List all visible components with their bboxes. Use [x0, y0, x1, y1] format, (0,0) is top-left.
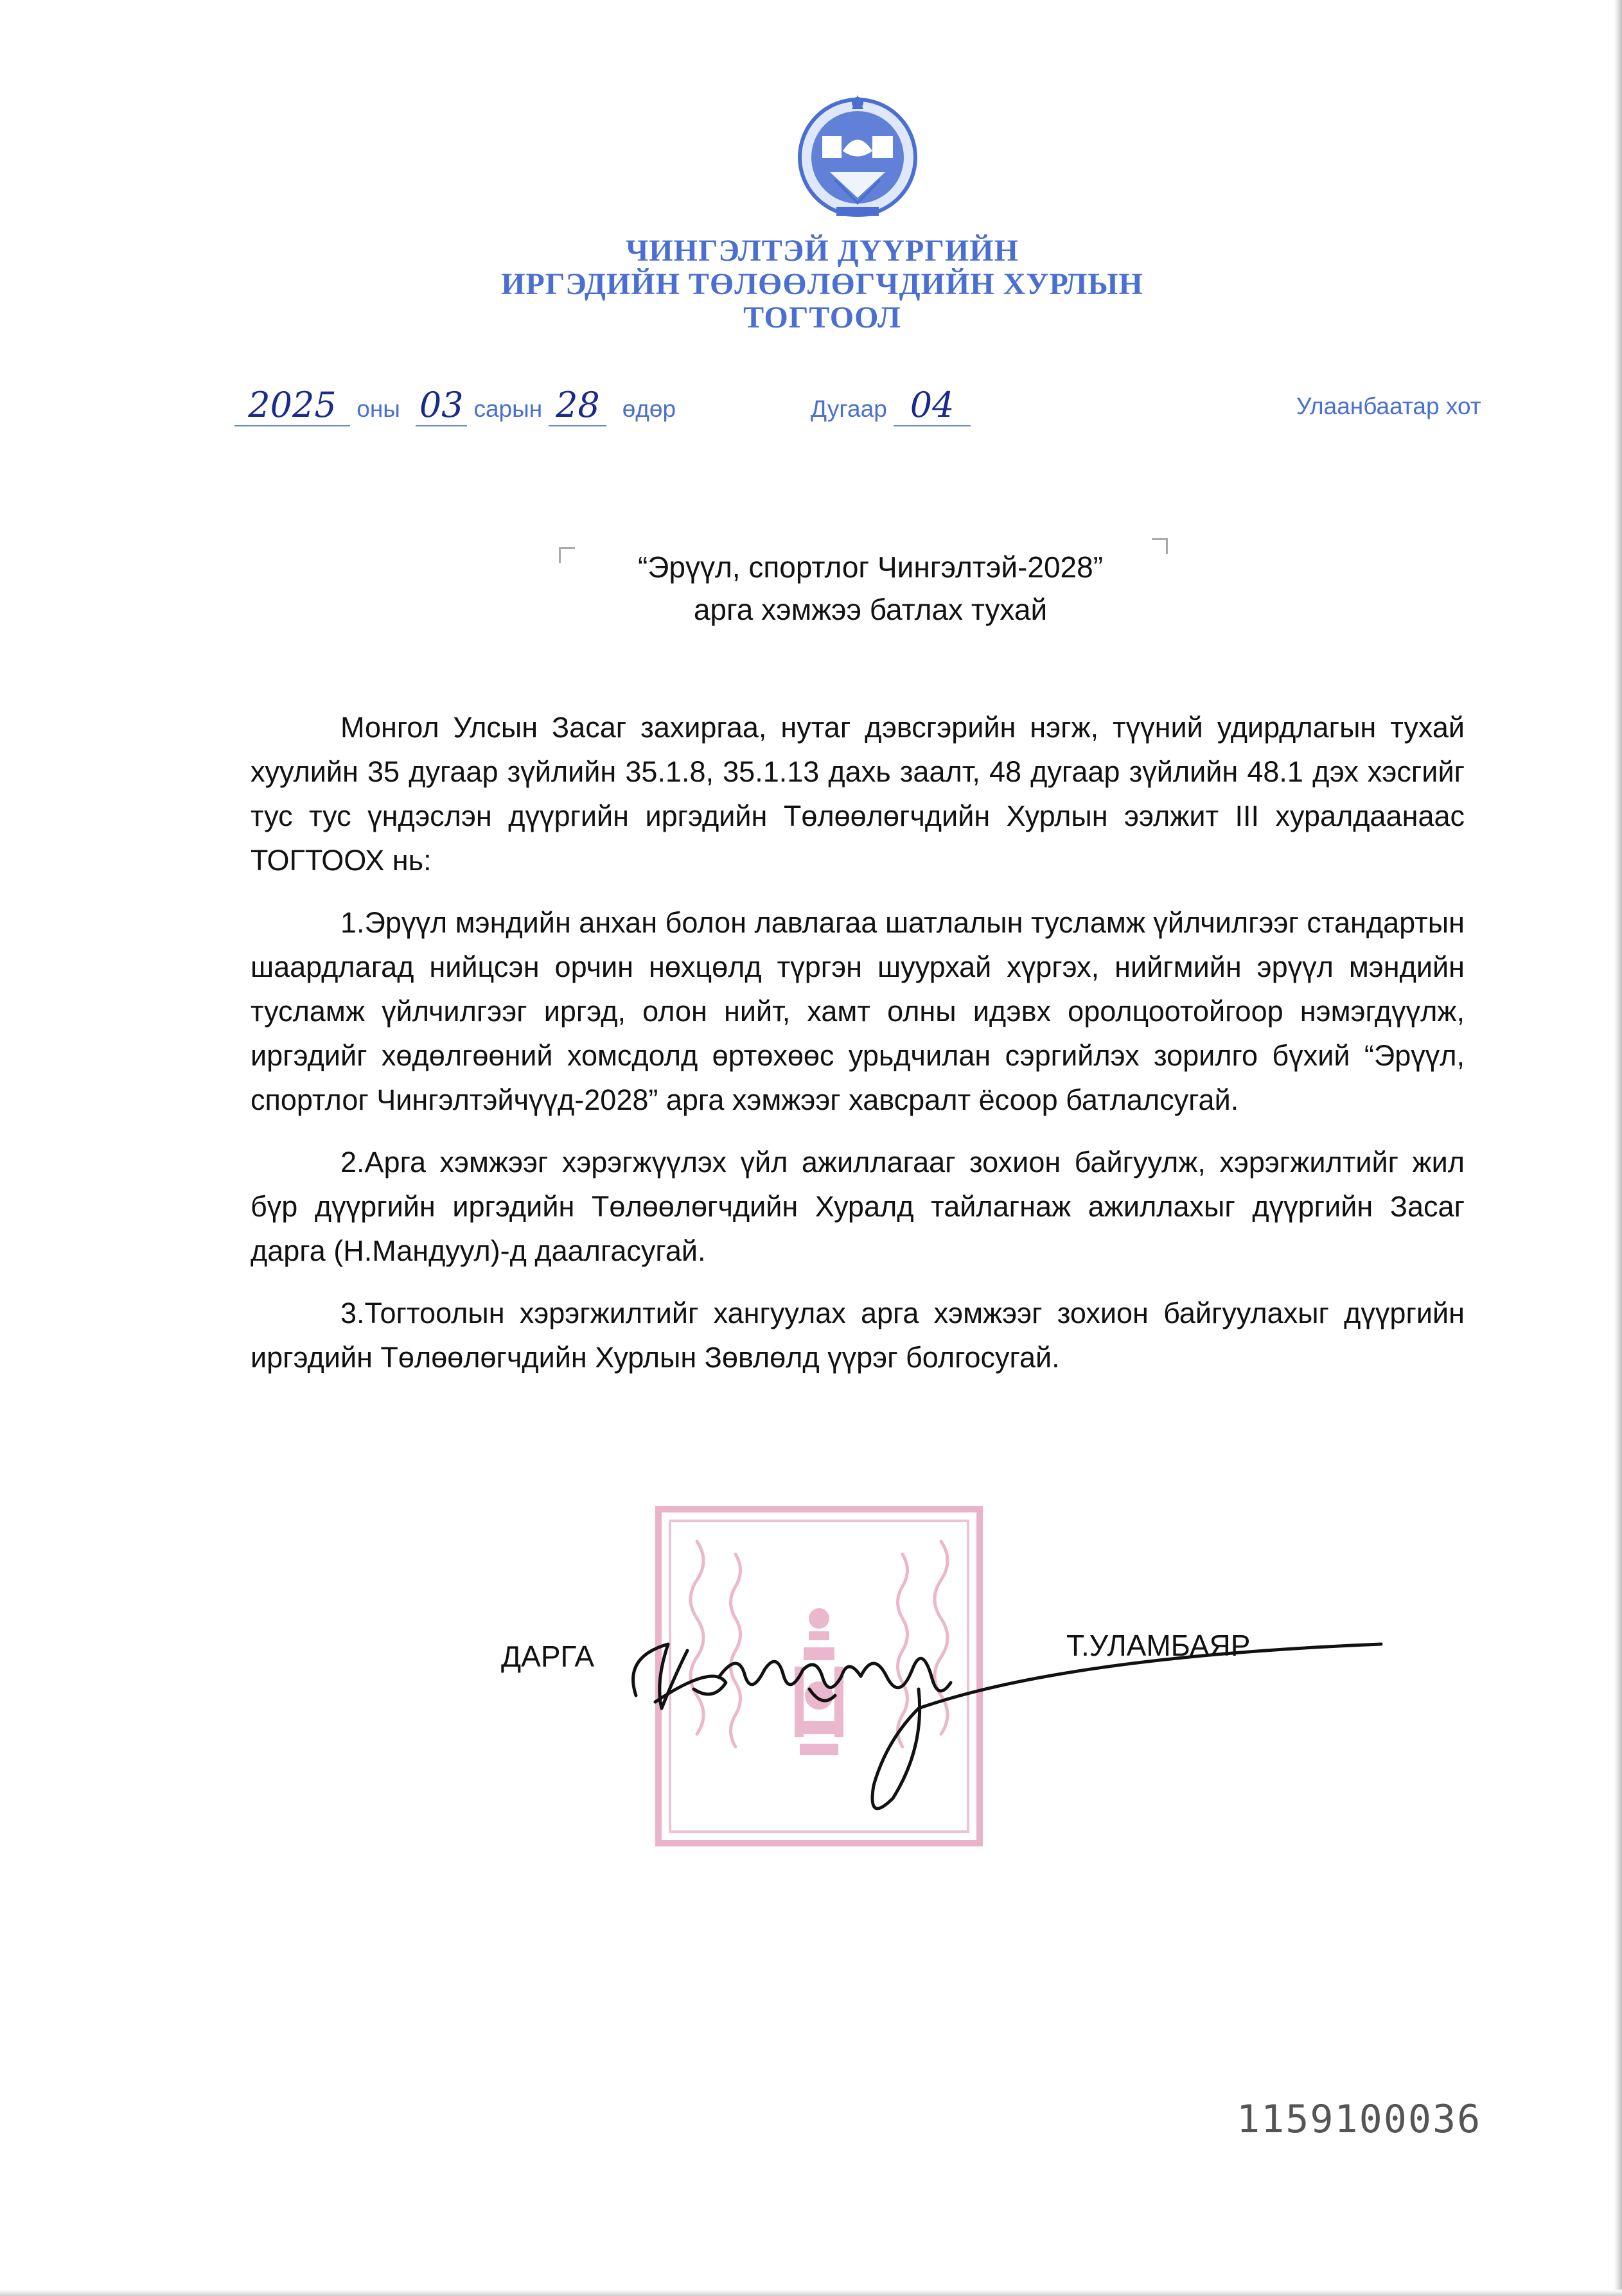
document-code: 1159100036 [1237, 2097, 1482, 2142]
subject-line-2: арга хэмжээ батлах тухай [693, 593, 1048, 626]
number-label: Дугаар [811, 396, 887, 422]
document-number [811, 385, 971, 426]
document-body [251, 705, 1465, 1398]
scan-edge [1614, 0, 1622, 2296]
resolution-item-3: 3.Тогтоолын хэрэгжилтийг хангуулах арга хэмжээг зохион байгуулахыг дүүргийн иргэдийн Төлөөлөгчдийн Хурлын Зөвлөлд үүрэг болгосугай. [251, 1297, 1465, 1374]
document-header [450, 234, 1195, 335]
resolution-item-1: 1.Эрүүл мэндийн анхан болон лавлагаа шатлалын тусламж үйлчилгээг стандартын шаардлагад нийцсэн орчин нөхцөлд түргэн шуурхай хүргэх, нийгмийн эрүүл мэндийн тусламж үйлчилгээг иргэд, олон нийт, хамт олны идэвх оролцоотойгоор нэмэгдүүлж, иргэдийг хөдөлгөөний хомсдолд өртөхөөс урьдчилан сэргийлэх зорилго бүхий “Эрүүл, спортлог Чингэлтэйчүүд-2028” арга хэмжээг хавсралт ёсоор батлалсугай. [251, 906, 1465, 1116]
header-line-2: ИРГЭДИЙН ТӨЛӨӨЛӨГЧДИЙН ХУРЛЫН [501, 267, 1143, 301]
header-line-3: ТОГТООЛ [743, 301, 901, 335]
scan-edge [0, 2290, 1622, 2296]
year-value: 2025 [234, 385, 350, 426]
document-city: Улаанбаатар хот [1296, 393, 1481, 419]
month-suffix: сарын [473, 396, 543, 422]
day-suffix: өдөр [622, 396, 676, 422]
signatory-title: ДАРГА [501, 1640, 595, 1673]
day-value: 28 [549, 385, 606, 426]
month-value: 03 [416, 385, 467, 426]
number-value: 04 [894, 385, 971, 426]
state-emblem-icon [797, 90, 919, 225]
preamble-paragraph: Монгол Улсын Засаг захиргаа, нутаг дэвсгэрийн нэгж, түүний удирдлагын тухай хуулийн 35 дугаар зүйлийн 35.1.8, 35.1.13 дахь заалт, 48 дугаар зүйлийн 48.1 дэх хэсгийг тус тус үндэслэн дүүргийн иргэдийн Төлөөлөгчдийн Хурлын ээлжит III хуралдаанаас ТОГТООХ нь: [251, 711, 1465, 877]
document-date [234, 385, 676, 426]
signature [617, 1580, 1388, 1824]
resolution-item-2: 2.Арга хэмжээг хэрэгжүүлэх үйл ажиллагааг зохион байгуулж, хэрэгжилтийг жил бүр дүүргийн иргэдийн Төлөөлөгчдийн Хуралд тайлагнаж ажиллахыг дүүргийн Засаг дарга (Н.Мандуул)-д даалгасугай. [251, 1146, 1465, 1267]
subject-line-1: “Эрүүл, спортлог Чингэлтэй-2028” [637, 550, 1104, 584]
signatory-name: Т.УЛАМБАЯР [1066, 1629, 1251, 1662]
header-line-1: ЧИНГЭЛТЭЙ ДҮҮРГИЙН [626, 234, 1019, 268]
document-subject [488, 546, 1253, 631]
year-suffix: оны [357, 396, 400, 422]
